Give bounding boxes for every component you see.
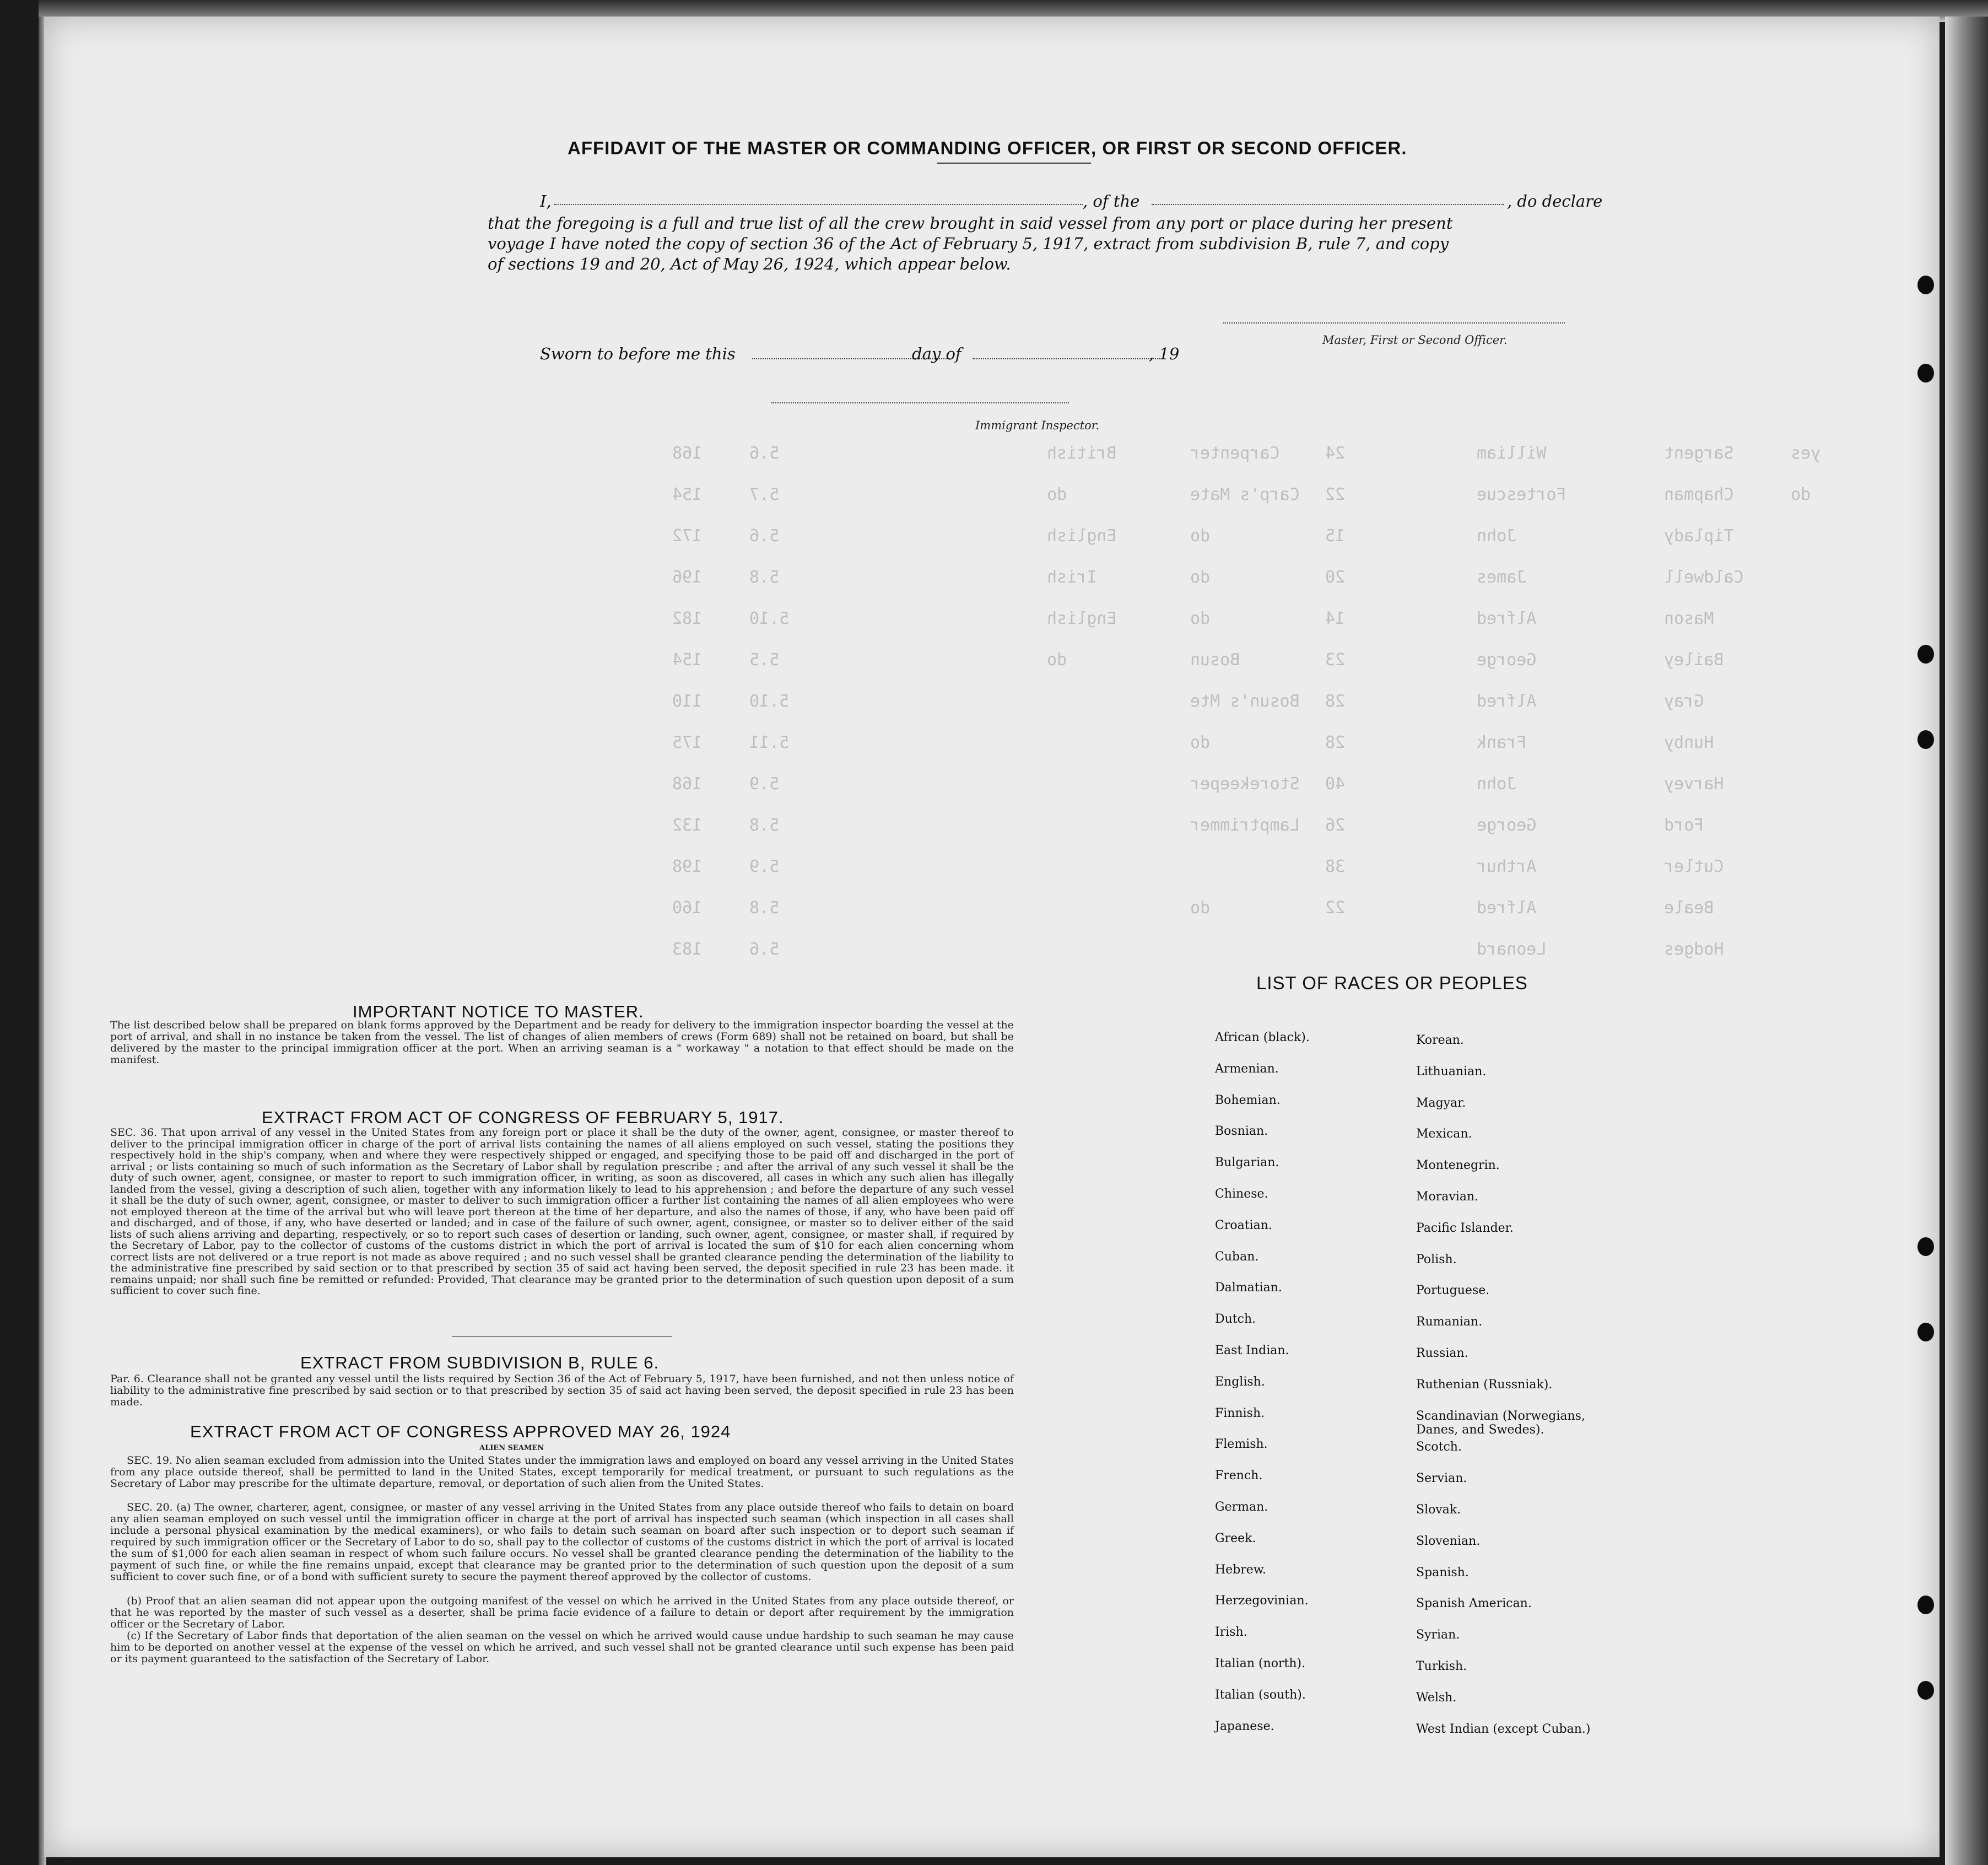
race-item: West Indian (except Cuban.) — [1416, 1722, 1591, 1736]
bleed-through-text: 5.7 — [749, 485, 780, 504]
bleed-through-text: 38 — [1325, 857, 1346, 876]
extract-1917-body: SEC. 36. That upon arrival of any vessel in the United States from any foreign port or place it shall be the duty of the owner, agent, consignee, or master thereof to deliver to the principal immigration officer in charge of the port of arrival lists containing the names of all aliens employed on such vessel, stating the positions they respectively hold in the ship's company, when and where they were respectively shipped or engaged, and specifying those to be paid off and discharged in the port of arrival ; or lists containing so much of such information as the Secretary of Labor shall by regulation prescribe ; and after the arrival of any such vessel it shall be the duty of such owner, agent, consignee, or master to report to such immigration officer, in writing, as soon as discovered, all cases in which any such alien has illegally landed from the vessel, giving a description of such alien, together with any information likely to lead to his apprehension ; and before the departure of any such vessel it shall be the duty of such owner, agent, consignee, or master to deliver to such immigration officer a further list containing the names of all alien employees who were not employed thereon at the time of the arrival but who will leave port thereon at the time of her departure, and also the names of those, if any, who have been paid off and discharged, and of those, if any, who have deserted or landed; and in case of the failure of such owner, agent, consignee, or master so to deliver either of the said lists of such aliens arriving and departing, respectively, or so to report such cases of desertion or landing, such owner, agent, consignee, or master shall, if required by the Secretary of Labor, pay to the collector of customs of the customs district in which the port of arrival is located the sum of $10 for each alien concerning whom correct lists are not delivered or a true report is not made as above required ; and no such vessel shall be granted clearance pending the determination of the liability to the administrative fine prescribed by said section or to that prescribed by section 35 of said act having been served, the deposit specified in rule 23 has been made. it remains unpaid; nor shall such fine be remitted or refunded: Provided, That clearance may be granted prior to the determination of such question upon deposit of a sum sufficient to cover such fine. — [110, 1126, 1014, 1297]
bleed-through-text: 198 — [672, 857, 703, 876]
bleed-through-text: 5.11 — [749, 733, 790, 752]
race-item: Greek. — [1215, 1531, 1256, 1545]
race-item: Bosnian. — [1215, 1124, 1268, 1139]
race-item: Cuban. — [1215, 1249, 1259, 1264]
race-item: Irish. — [1215, 1625, 1247, 1640]
race-item: Japanese. — [1215, 1719, 1274, 1733]
extract-1917-title: EXTRACT FROM ACT OF CONGRESS OF FEBRUARY 5, 1917. — [262, 1108, 784, 1127]
bleed-through-text: British — [1047, 444, 1117, 463]
race-item: Armenian. — [1215, 1061, 1279, 1076]
bleed-through-text: Frank — [1477, 733, 1527, 752]
race-item: Spanish American. — [1416, 1597, 1532, 1611]
race-item: German. — [1215, 1500, 1268, 1514]
bleed-through-text: do — [1047, 485, 1067, 504]
bleed-through-text: 5.5 — [749, 650, 780, 670]
extract-rule6-body: Par. 6. Clearance shall not be granted any vessel until the lists required by Section 36 of the Act of February 5, 1917, have been furnished, and not then unless notice of liability to the administrative fine prescribed by said section or to that prescribed by section 35 of said act having been served, the deposit specified in rule 23 has been made. — [110, 1373, 1014, 1408]
race-item: French. — [1215, 1469, 1263, 1483]
races-title: LIST OF RACES OR PEOPLES — [1256, 973, 1528, 993]
bleed-through-text: 15 — [1325, 526, 1346, 546]
affidavit-title: AFFIDAVIT OF THE MASTER OR COMMANDING OFFICER, OR FIRST OR SECOND OFFICER. — [568, 138, 1407, 158]
sworn-text: Sworn to before me this — [540, 344, 736, 363]
bleed-through-text: 5.6 — [749, 444, 780, 463]
bleed-through-text: Mason — [1664, 609, 1714, 628]
inspector-caption: Immigrant Inspector. — [975, 419, 1100, 432]
race-item: Korean. — [1416, 1033, 1464, 1047]
bleed-through-text: Sargent — [1664, 444, 1734, 463]
bleed-through-text: 5.9 — [749, 857, 780, 876]
master-signature-line[interactable] — [1223, 322, 1565, 324]
bleed-through-text: 5.8 — [749, 898, 780, 918]
bleed-through-text: 154 — [672, 650, 703, 670]
vessel-line[interactable] — [1152, 204, 1504, 205]
bleed-through-text: 5.8 — [749, 816, 780, 835]
extract-1924-sec20b: (b) Proof that an alien seaman did not appear upon the outgoing manifest of the vessel on which he arrived in the United States from any place outside thereof, or that he was reported by the master of such vessel as a deserter, shall be prima facie evidence of a failure to detain or deport after requirement by the immigration officer or the Secretary of Labor. — [110, 1595, 1014, 1630]
bleed-through-text: Chapman — [1664, 485, 1734, 504]
binder-hole — [1917, 1596, 1934, 1614]
race-item: Dutch. — [1215, 1312, 1256, 1327]
bleed-through-text: 172 — [672, 526, 703, 546]
bleed-through-text: do — [1190, 898, 1211, 918]
race-item: Slovak. — [1416, 1503, 1461, 1517]
inspector-signature-line[interactable] — [771, 402, 1069, 403]
bleed-through-text: 5.6 — [749, 940, 780, 959]
bleed-through-text: William — [1477, 444, 1547, 463]
race-item: Bohemian. — [1215, 1093, 1281, 1107]
section-divider — [452, 1336, 672, 1337]
bleed-through-text: Hodges — [1664, 940, 1724, 959]
race-item: Chinese. — [1215, 1187, 1268, 1201]
race-item: Italian (south). — [1215, 1688, 1306, 1702]
race-item: Magyar. — [1416, 1096, 1466, 1110]
bleed-through-text: 40 — [1325, 774, 1346, 794]
bleed-through-text: Cutler — [1664, 857, 1724, 876]
bleed-through-text: yes — [1791, 444, 1821, 463]
bleed-through-text: 23 — [1325, 650, 1346, 670]
title-underline — [937, 163, 1091, 164]
name-line[interactable] — [554, 204, 1083, 205]
affidavit-declare: , do declare — [1507, 192, 1603, 211]
bleed-through-text: Gray — [1664, 692, 1704, 711]
bleed-through-text: Storekeeper — [1190, 774, 1300, 794]
bleed-through-text: 20 — [1325, 568, 1346, 587]
document-page — [44, 17, 1940, 1857]
day-of-text: day of — [912, 344, 961, 363]
affidavit-i: I, — [540, 192, 552, 211]
bleed-through-text: 22 — [1325, 898, 1346, 918]
affidavit-line-3: voyage I have noted the copy of section 36 of the Act of February 5, 1917, extract from subdivision B, rule 7, and copy — [488, 234, 1449, 253]
notice-title: IMPORTANT NOTICE TO MASTER. — [353, 1002, 644, 1021]
bleed-through-text: Hunby — [1664, 733, 1714, 752]
race-item: Herzegovinian. — [1215, 1594, 1309, 1608]
race-item: Hebrew. — [1215, 1562, 1267, 1577]
affidavit-line-4: of sections 19 and 20, Act of May 26, 1924, which appear below. — [488, 255, 1011, 273]
bleed-through-text: Bosun's Mte — [1190, 692, 1300, 711]
bleed-through-text: Alfred — [1477, 692, 1537, 711]
binder-hole — [1917, 1681, 1934, 1700]
race-item: Turkish. — [1416, 1659, 1467, 1673]
bleed-through-text: 28 — [1325, 692, 1346, 711]
bleed-through-text: 24 — [1325, 444, 1346, 463]
sworn-month-line[interactable] — [973, 358, 1160, 359]
race-item: Finnish. — [1215, 1406, 1265, 1420]
bleed-through-text: George — [1477, 816, 1537, 835]
extract-1924-sec20c: (c) If the Secretary of Labor finds that deportation of the alien seaman on the vessel on which he arrived would cause undue hardship to such seaman he may cause him to be deported on another vessel at the expense of the vessel on which he arrived, and such vessel shall not be granted clearance until such expense has been paid or its payment guaranteed to the satisfaction of the Secretary of Labor. — [110, 1630, 1014, 1665]
bleed-through-text: 5.6 — [749, 526, 780, 546]
bleed-through-text: 5.8 — [749, 568, 780, 587]
race-item: Scandinavian (Norwegians, Danes, and Swedes). — [1416, 1409, 1585, 1437]
bleed-through-text: English — [1047, 609, 1117, 628]
binder-hole — [1917, 730, 1934, 749]
race-item: Pacific Islander. — [1416, 1221, 1514, 1235]
extract-1924-title: EXTRACT FROM ACT OF CONGRESS APPROVED MAY 26, 1924 — [190, 1422, 731, 1441]
master-signature-caption: Master, First or Second Officer. — [1322, 333, 1508, 347]
bleed-through-text: 26 — [1325, 816, 1346, 835]
race-item: Croatian. — [1215, 1218, 1272, 1232]
race-item: Russian. — [1416, 1346, 1468, 1360]
bleed-through-text: Caldwell — [1664, 568, 1744, 587]
bleed-through-text: do — [1791, 485, 1811, 504]
race-item: Italian (north). — [1215, 1657, 1306, 1670]
binder-hole — [1917, 276, 1934, 294]
bleed-through-text: John — [1477, 526, 1517, 546]
bleed-through-text: 168 — [672, 444, 703, 463]
bleed-through-text: Tiplady — [1664, 526, 1734, 546]
bleed-through-text: 110 — [672, 692, 703, 711]
bleed-through-text: Carpenter — [1190, 444, 1280, 463]
bleed-through-text: do — [1190, 568, 1211, 587]
bleed-through-text: 154 — [672, 485, 703, 504]
bleed-through-text: Bosun — [1190, 650, 1240, 670]
race-item: Scotch. — [1416, 1440, 1462, 1454]
race-item: Flemish. — [1215, 1437, 1268, 1452]
bleed-through-text: 28 — [1325, 733, 1346, 752]
bleed-through-text: Ford — [1664, 816, 1704, 835]
bleed-through-text: Irish — [1047, 568, 1097, 587]
bleed-through-text: Harvey — [1664, 774, 1724, 794]
binder-hole — [1917, 364, 1934, 382]
extract-1924-subtitle: ALIEN SEAMEN — [479, 1444, 544, 1452]
notice-body: The list described below shall be prepared on blank forms approved by the Department and be ready for delivery to the immigration inspector boarding the vessel at the port of arrival, and shall in no instance be taken from the vessel. The list of changes of alien members of crews (Form 689) shall not be retained on board, but shall be delivered by the master to the principal immigration officer at the port. When an arriving seaman is a " workaway " a notation to that effect should be made on the manifest. — [110, 1019, 1014, 1066]
page-right-edge — [1945, 17, 1988, 1865]
extract-1924-sec20a: SEC. 20. (a) The owner, charterer, agent, consignee, or master of any vessel arriving in the United States from any place outside thereof who fails to detain on board any alien seaman employed on such vessel until the immigration officer in charge at the port of arrival has inspected such seaman (which inspection in all cases shall include a personal physical examination by the medical examiners), or who fails to detain such seaman on board after such inspection or to deport such seaman if required by such immigration officer or the Secretary of Labor to do so, shall pay to the collector of customs of the customs district in which the port of arrival is located the sum of $1,000 for each alien seaman in respect of whom such failure occurs. No vessel shall be granted clearance pending the determination of the liability to the payment of such fine, or while the fine remains unpaid, except that clearance may be granted prior to the determination of such question upon the deposit of a sum sufficient to cover such fine, or of a bond with sufficient surety to secure the payment thereof approved by the collector of customs. — [110, 1501, 1014, 1583]
bleed-through-text: Beale — [1664, 898, 1714, 918]
bleed-through-text: 5.9 — [749, 774, 780, 794]
race-item: Mexican. — [1416, 1127, 1472, 1141]
extract-rule6-title: EXTRACT FROM SUBDIVISION B, RULE 6. — [300, 1353, 660, 1372]
affidavit-line-2: that the foregoing is a full and true list of all the crew brought in said vessel from any port or place during her present — [488, 214, 1453, 233]
race-item: Polish. — [1416, 1252, 1457, 1266]
bleed-through-text: 160 — [672, 898, 703, 918]
bleed-through-text: English — [1047, 526, 1117, 546]
bleed-through-text: do — [1190, 526, 1211, 546]
bleed-through-text: do — [1190, 609, 1211, 628]
race-item: Servian. — [1416, 1471, 1467, 1486]
bleed-through-text: 132 — [672, 816, 703, 835]
bleed-through-text: Alfred — [1477, 609, 1537, 628]
bleed-through-text: 14 — [1325, 609, 1346, 628]
bleed-through-text: Arthur — [1477, 857, 1537, 876]
affidavit-of-the: , of the — [1083, 192, 1140, 211]
bleed-through-text: 182 — [672, 609, 703, 628]
race-item: African (black). — [1215, 1031, 1310, 1044]
binder-hole — [1917, 1323, 1934, 1341]
race-item: Syrian. — [1416, 1628, 1460, 1642]
race-item: Lithuanian. — [1416, 1064, 1487, 1079]
race-item: Ruthenian (Russniak). — [1416, 1377, 1553, 1392]
bleed-through-text: Carp's Mate — [1190, 485, 1300, 504]
bleed-through-text: do — [1047, 650, 1067, 670]
bleed-through-text: Fortescue — [1477, 485, 1566, 504]
bleed-through-text: 183 — [672, 940, 703, 959]
race-item: Moravian. — [1416, 1190, 1479, 1204]
bleed-through-text: 22 — [1325, 485, 1346, 504]
bleed-through-text: do — [1190, 733, 1211, 752]
race-item: Dalmatian. — [1215, 1281, 1282, 1295]
race-item: East Indian. — [1215, 1344, 1289, 1357]
race-item: Montenegrin. — [1416, 1158, 1500, 1173]
extract-1924-sec19: SEC. 19. No alien seaman excluded from admission into the United States under the immigration laws and employed on board any vessel arriving in the United States from any place outside thereof, shall be permitted to land in the United States, except temporarily for medical treatment, or pursuant to such regulations as the Secretary of Labor may prescribe for the ultimate departure, removal, or deportation of such alien from the United States. — [110, 1454, 1014, 1490]
binder-hole — [1917, 1237, 1934, 1256]
race-item: Spanish. — [1416, 1565, 1469, 1580]
race-item: Portuguese. — [1416, 1284, 1490, 1298]
bleed-through-text: Alfred — [1477, 898, 1537, 918]
bleed-through-text: 196 — [672, 568, 703, 587]
race-item: Welsh. — [1416, 1690, 1457, 1705]
bleed-through-text: Bailey — [1664, 650, 1724, 670]
bleed-through-text: John — [1477, 774, 1517, 794]
bleed-through-text: 175 — [672, 733, 703, 752]
bleed-through-text: Leonard — [1477, 940, 1547, 959]
binder-hole — [1917, 645, 1934, 664]
bleed-through-text: Lamptrimmer — [1190, 816, 1300, 835]
bleed-through-text: 168 — [672, 774, 703, 794]
bleed-through-text: George — [1477, 650, 1537, 670]
race-item: Bulgarian. — [1215, 1156, 1279, 1170]
race-item: English. — [1215, 1375, 1265, 1389]
bleed-through-text: 5.10 — [749, 609, 790, 628]
race-item: Rumanian. — [1416, 1315, 1483, 1329]
bleed-through-text: James — [1477, 568, 1527, 587]
year-prefix: , 19 — [1149, 344, 1180, 363]
bleed-through-text: 5.10 — [749, 692, 790, 711]
race-item: Slovenian. — [1416, 1534, 1481, 1548]
